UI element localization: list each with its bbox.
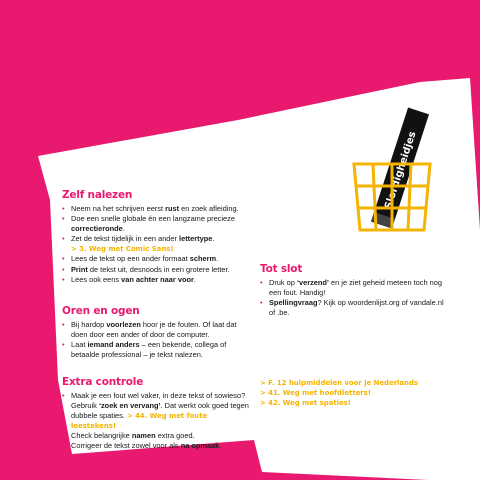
cross-reference-link[interactable]: > 3. Weg met Comic Sans! <box>71 245 174 254</box>
list-item: • Spellingvraag? Kijk op woordenlijst.org of vandale.nl of .be. <box>260 298 446 318</box>
list-item: • Zet de tekst tijdelijk in een ander lettertype. > 3. Weg met Comic Sans! <box>62 234 250 254</box>
list-item: • Print de tekst uit, desnoods in een grotere letter. <box>62 265 250 275</box>
list-item: • Maak je een fout wel vaker, in deze tekst of sowieso? Gebruik ‘zoek en vervang’. Dat werkt ook goed tegen dubbele spaties. > 44. Weg met foute leestekens! <box>62 391 252 431</box>
basket-grid <box>354 164 430 230</box>
cross-reference-link[interactable]: > 44. Weg met foute leestekens! <box>71 412 208 431</box>
pen-illustration <box>371 108 429 229</box>
cross-reference-link[interactable]: > 41. Weg met hoofdletters! <box>260 388 371 397</box>
list-item: • Lees ook eens van achter naar voor. <box>62 275 250 285</box>
list-item: • Bij hardop voorlezen hoor je de fouten. Of laat dat doen door een ander of door de computer. <box>62 320 252 340</box>
list-item: • Neem na het schrijven eerst rust en zoek afleiding. <box>62 204 250 214</box>
pen-label: Slordigheidjes <box>383 130 419 211</box>
zelf-nalezen-title: Zelf nalezen <box>62 189 133 201</box>
list-item: • Check belangrijke namen extra goed. <box>62 431 252 441</box>
extra-controle-list <box>62 391 252 452</box>
list-item: • Corrigeer de tekst zowel voor als na opmaak. <box>62 441 252 451</box>
cross-references <box>260 379 460 408</box>
tot-slot-title: Tot slot <box>260 263 303 275</box>
extra-controle-title: Extra controle <box>62 376 144 388</box>
oren-en-ogen-title: Oren en ogen <box>62 305 140 317</box>
list-item: • Doe een snelle globale én een langzame precieze correctieronde. <box>62 214 250 234</box>
cross-reference-link[interactable]: > 42. Weg met spaties! <box>260 398 351 407</box>
list-item: • Druk op ‘verzend’ en je ziet geheid meteen toch nog een fout. Handig! <box>260 278 446 298</box>
page-number: 113 <box>454 459 466 466</box>
list-item: • Lees de tekst op een ander formaat scherm. <box>62 254 250 264</box>
tot-slot-list <box>260 278 446 318</box>
list-item: • Laat iemand anders – een bekende, collega of betaalde professional – je tekst nalezen. <box>62 340 252 360</box>
zelf-nalezen-list <box>62 204 250 285</box>
oren-en-ogen-list <box>62 320 252 360</box>
cross-reference-link[interactable]: > F. 12 hulpmiddelen voor je Nederlands <box>260 379 418 387</box>
wastebasket-with-pen-icon <box>348 106 436 236</box>
